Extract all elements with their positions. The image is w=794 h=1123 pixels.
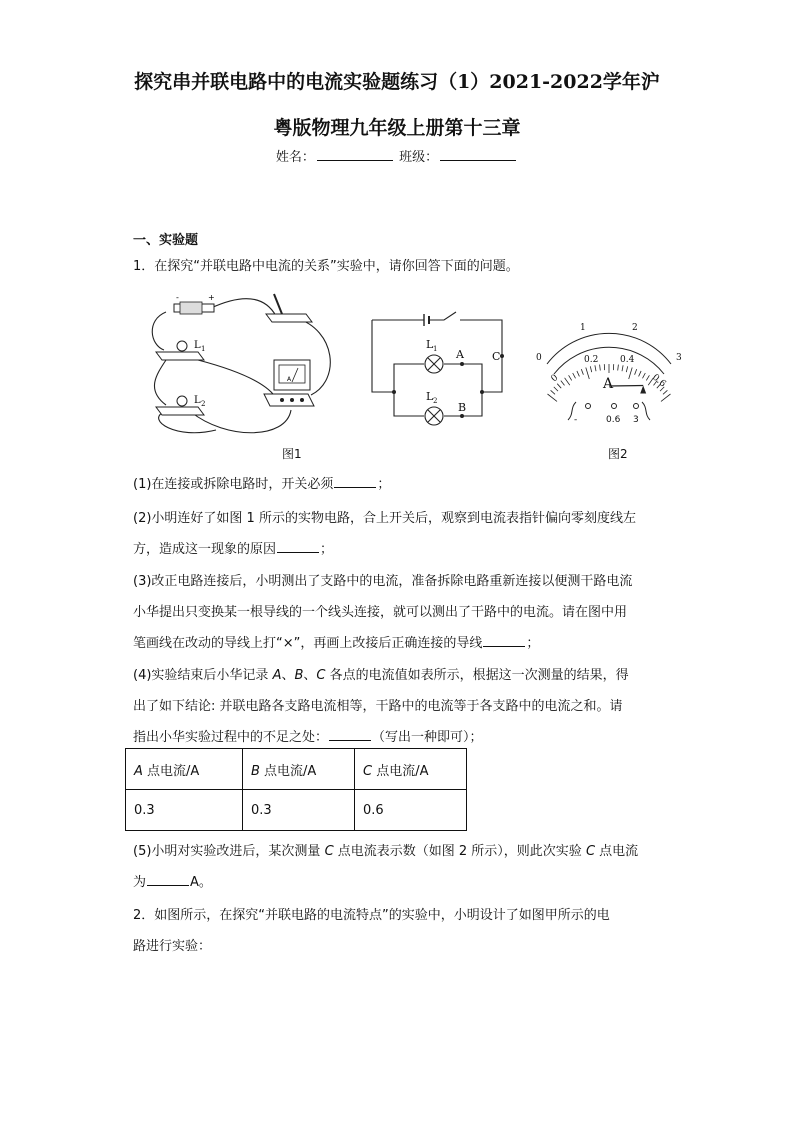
name-class-line [0, 146, 794, 165]
svg-text:A: A [287, 376, 292, 383]
terminal-0.6: 0.6 [606, 415, 621, 425]
battery-icon [174, 293, 215, 314]
dial-tick [643, 373, 646, 378]
terminal-lead [642, 402, 650, 420]
answer-blank-1[interactable] [334, 475, 376, 488]
dial-tick [635, 369, 637, 375]
circuit-label-l1: L [426, 338, 434, 351]
dial-tick [548, 394, 558, 401]
table-header-a: A 点电流/A [126, 749, 243, 790]
lamp-l2-symbol [425, 407, 443, 425]
dial-tick [600, 365, 601, 371]
ammeter-icon [264, 360, 314, 406]
section-heading: 一、实验题 [133, 233, 199, 248]
dial-tick [557, 384, 561, 389]
dial-tick [586, 368, 590, 380]
current-data-table [125, 748, 467, 831]
q1-part3-line2: 小华提出只变换某一根导线的一个线头连接，就可以测出了干路中的电流。请在图中用 [133, 605, 628, 620]
table-row [126, 790, 467, 831]
dial-top-0: 0 [536, 353, 542, 363]
svg-text:1: 1 [433, 345, 438, 353]
q1-part5-line2: 为 A。 [133, 875, 212, 890]
dial-tick [626, 366, 627, 372]
dial-tick [622, 365, 623, 371]
question-2-line2: 路进行实验： [133, 939, 212, 954]
figure-2-caption: 图2 [608, 447, 628, 461]
dial-unit: A [603, 376, 614, 392]
dial-bottom-0: 0 [549, 372, 561, 385]
figure-1-physical-circuit [136, 290, 346, 440]
circuit-point-c: C [492, 350, 501, 363]
answer-blank-3[interactable] [483, 634, 525, 647]
q1-part2-line1: (2)小明连好了如图 1 所示的实物电路，合上开关后，观察到电流表指针偏向零刻度线左 [133, 511, 636, 526]
dial-tick [590, 366, 591, 372]
circuit-point-b: B [458, 401, 467, 414]
dial-tick [577, 371, 580, 377]
circuit-point-a: A [456, 348, 464, 361]
svg-text:2: 2 [201, 400, 206, 408]
figure-1-caption: 图1 [282, 447, 302, 461]
wire [191, 410, 291, 433]
table-header-c: C 点电流/A [355, 749, 467, 790]
table-header-b: B 点电流/A [243, 749, 355, 790]
wire [198, 360, 276, 398]
dial-top-2: 2 [632, 323, 638, 333]
q1-part4-line2: 出了如下结论: 并联电路各支路电流相等，干路中的电流等于各支路中的电流之和。请 [133, 699, 623, 714]
svg-text:-: - [176, 293, 179, 302]
dial-tick [618, 365, 619, 371]
class-label: 班级： [399, 150, 439, 165]
dial-tick [569, 375, 572, 380]
table-header-row [126, 749, 467, 790]
circuit-diagram [368, 308, 508, 426]
terminal-3: 3 [633, 415, 639, 425]
dial-needle [609, 386, 643, 387]
lamp-l1-symbol [425, 355, 443, 373]
page-title-line2: 粤版物理九年级上册第十三章 [273, 117, 521, 139]
svg-text:2: 2 [433, 397, 438, 405]
wire [211, 299, 276, 316]
answer-blank-5[interactable] [147, 873, 189, 886]
wire [154, 360, 166, 405]
question-1-stem: 1．在探究“并联电路中电流的关系”实验中，请你回答下面的问题。 [133, 259, 519, 274]
name-blank[interactable] [317, 148, 393, 161]
dial-tick [554, 387, 558, 391]
table-cell-c: 0.6 [355, 790, 467, 831]
circuit-label-l2: L [426, 390, 434, 403]
dial-tick [629, 368, 633, 380]
table-cell-b: 0.3 [243, 790, 355, 831]
q1-part5-line1: (5)小明对实验改进后，某次测量 C 点电流表示数（如图 2 所示），则此次实验 C 点电流 [133, 844, 639, 859]
wire [152, 312, 166, 350]
table-cell-a: 0.3 [126, 790, 243, 831]
dial-tick [595, 365, 596, 371]
q1-part4-line3: 指出小华实验过程中的不足之处： （写出一种即可）； [133, 730, 483, 745]
label-l2: L [194, 395, 201, 406]
dial-tick [551, 390, 555, 394]
figure-2-ammeter-dial [530, 316, 690, 431]
dial-bottom-0.4: 0.4 [620, 355, 635, 365]
answer-blank-2[interactable] [277, 540, 319, 553]
dial-tick [661, 394, 671, 401]
dial-tick [573, 373, 576, 378]
dial-bottom-0.2: 0.2 [584, 355, 599, 365]
q1-part3-line3: 笔画线在改动的导线上打“×”，再画上改接后正确连接的导线 ； [133, 636, 540, 651]
terminal-minus: - [574, 415, 578, 425]
switch-icon [266, 294, 312, 322]
label-l1: L [194, 340, 201, 351]
dial-top-1: 1 [580, 323, 586, 333]
svg-text:1: 1 [201, 345, 206, 353]
q1-part4-line1: (4)实验结束后小华记录 A、B、C 各点的电流值如表所示，根据这一次测量的结果，得 [133, 668, 629, 683]
page-title-line1: 探究串并联电路中的电流实验题练习（1）2021-2022学年沪 [134, 71, 660, 93]
dial-tick [639, 371, 642, 377]
question-2-line1: 2．如图所示，在探究“并联电路的电流特点”的实验中，小明设计了如图甲所示的电 [133, 908, 610, 923]
dial-tick [646, 375, 649, 380]
q1-part1: (1)在连接或拆除电路时，开关必须 ； [133, 477, 391, 492]
dial-bottom-0.6: 0.6 [650, 372, 668, 390]
name-label: 姓名： [275, 150, 315, 165]
dial-top-3: 3 [676, 353, 682, 363]
answer-blank-4[interactable] [329, 728, 371, 741]
q1-part2-line2: 方，造成这一现象的原因 ； [133, 542, 334, 557]
dial-tick [581, 369, 583, 375]
dial-tick [561, 381, 565, 386]
q1-part3-line1: (3)改正电路连接后，小明测出了支路中的电流，准备拆除电路重新连接以便测干路电流 [133, 574, 633, 589]
class-blank[interactable] [440, 148, 516, 161]
dial-tick [565, 378, 570, 385]
dial-tick [663, 390, 667, 394]
bulb-l2-icon [156, 395, 205, 415]
svg-text:+: + [208, 293, 215, 302]
